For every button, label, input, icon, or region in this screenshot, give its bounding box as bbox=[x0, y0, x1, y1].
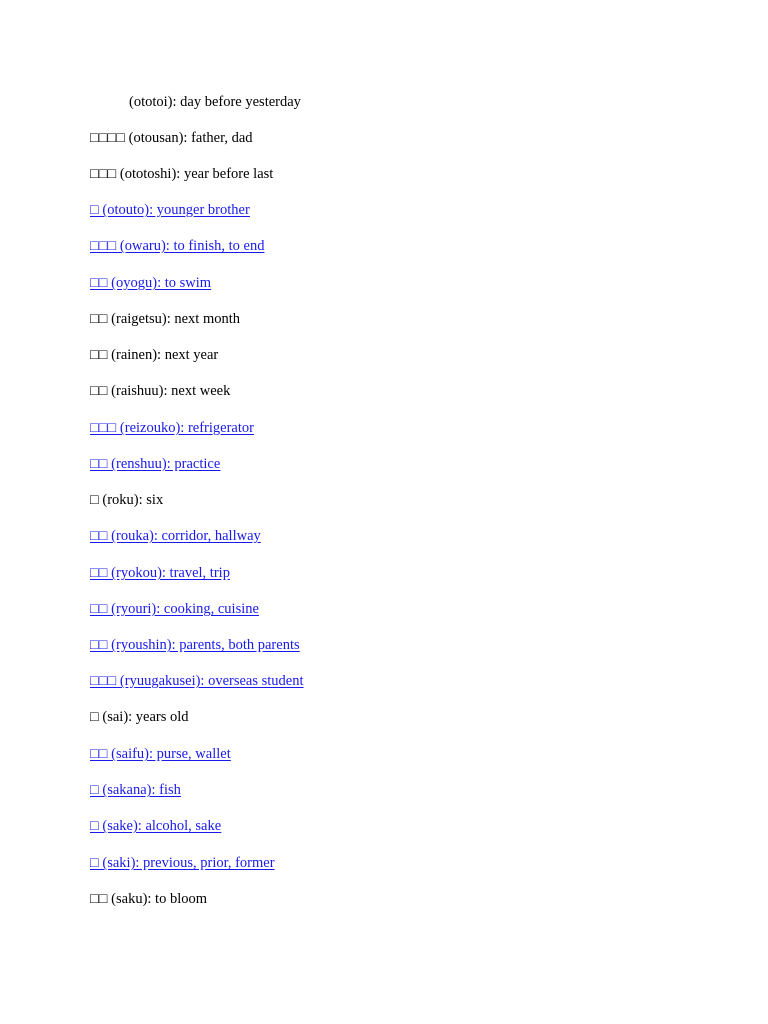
entry-definition: (sake): alcohol, sake bbox=[98, 818, 222, 834]
entry-definition: (saki): previous, prior, former bbox=[98, 855, 275, 871]
entry-definition: (sakana): fish bbox=[98, 782, 181, 798]
entry-definition: (ototoi): day before yesterday bbox=[129, 94, 301, 110]
vocab-link-rouka[interactable] bbox=[90, 527, 261, 545]
entry-word: □□ bbox=[90, 311, 108, 327]
entry-word: □□ bbox=[90, 601, 108, 617]
entry-definition: (reizouko): refrigerator bbox=[116, 420, 254, 436]
entry-word: □□□ bbox=[90, 673, 117, 689]
entry-definition: (ryouri): cooking, cuisine bbox=[107, 601, 259, 617]
entry-definition: (ototoshi): year before last bbox=[116, 166, 274, 182]
entry-word: □□□ bbox=[90, 238, 117, 254]
vocab-entry-otousan bbox=[90, 129, 253, 147]
vocab-link-oyogu[interactable] bbox=[90, 274, 211, 292]
entry-word: □□□ bbox=[90, 166, 117, 182]
vocab-entry-ototoi bbox=[129, 93, 301, 111]
entry-definition: (rainen): next year bbox=[107, 347, 219, 363]
vocab-link-saifu[interactable] bbox=[90, 745, 231, 763]
entry-definition: (otousan): father, dad bbox=[125, 130, 253, 146]
entry-definition: (owaru): to finish, to end bbox=[116, 238, 265, 254]
entry-definition: (saifu): purse, wallet bbox=[107, 746, 231, 762]
entry-word: □ bbox=[90, 492, 99, 508]
vocab-link-ryoushin[interactable] bbox=[90, 636, 300, 654]
vocab-link-saki[interactable] bbox=[90, 854, 275, 872]
vocab-entry-rainen bbox=[90, 346, 218, 364]
entry-word: □□ bbox=[90, 275, 108, 291]
entry-definition: (ryuugakusei): overseas student bbox=[116, 673, 304, 689]
vocab-link-sake[interactable] bbox=[90, 817, 221, 835]
vocab-link-ryuugakusei[interactable] bbox=[90, 672, 304, 690]
entry-definition: (roku): six bbox=[98, 492, 164, 508]
entry-word: □□ bbox=[90, 746, 108, 762]
entry-definition: (ryoushin): parents, both parents bbox=[107, 637, 300, 653]
entry-definition: (renshuu): practice bbox=[107, 456, 221, 472]
entry-word: □□ bbox=[90, 528, 108, 544]
vocab-entry-raishuu bbox=[90, 382, 230, 400]
entry-definition: (saku): to bloom bbox=[107, 891, 208, 907]
vocab-link-ryokou[interactable] bbox=[90, 564, 230, 582]
entry-word: □□□□ bbox=[90, 130, 126, 146]
vocab-link-renshuu[interactable] bbox=[90, 455, 220, 473]
entry-definition: (rouka): corridor, hallway bbox=[107, 528, 261, 544]
entry-definition: (sai): years old bbox=[98, 709, 189, 725]
entry-word: □□□ bbox=[90, 420, 117, 436]
vocab-entry-raigetsu bbox=[90, 310, 240, 328]
entry-word: □□ bbox=[90, 347, 108, 363]
entry-word: □□ bbox=[90, 383, 108, 399]
entry-word: □□ bbox=[90, 637, 108, 653]
vocab-link-owaru[interactable] bbox=[90, 237, 264, 255]
vocab-entry-saku bbox=[90, 890, 207, 908]
entry-definition: (oyogu): to swim bbox=[107, 275, 212, 291]
entry-definition: (ryokou): travel, trip bbox=[107, 565, 230, 581]
entry-word: □ bbox=[90, 202, 99, 218]
entry-definition: (raigetsu): next month bbox=[107, 311, 241, 327]
vocab-entry-sai bbox=[90, 708, 189, 726]
entry-word: □ bbox=[90, 818, 99, 834]
vocab-link-otouto[interactable] bbox=[90, 201, 250, 219]
entry-word: □□ bbox=[90, 565, 108, 581]
vocab-link-reizouko[interactable] bbox=[90, 419, 254, 437]
entry-word: □ bbox=[90, 709, 99, 725]
entry-word: □ bbox=[90, 782, 99, 798]
entry-definition: (otouto): younger brother bbox=[98, 202, 250, 218]
entry-word: □□ bbox=[90, 456, 108, 472]
vocab-link-sakana[interactable] bbox=[90, 781, 181, 799]
entry-word: □□ bbox=[90, 891, 108, 907]
entry-word: □ bbox=[90, 855, 99, 871]
entry-definition: (raishuu): next week bbox=[107, 383, 231, 399]
vocab-entry-ototoshi bbox=[90, 165, 273, 183]
vocab-link-ryouri[interactable] bbox=[90, 600, 259, 618]
vocab-entry-roku bbox=[90, 491, 163, 509]
